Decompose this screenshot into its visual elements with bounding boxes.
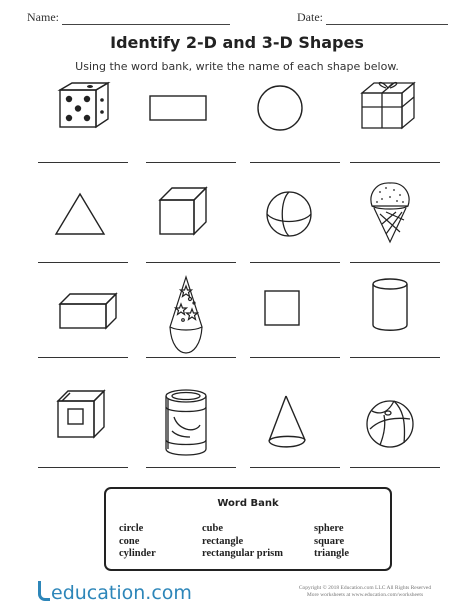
name-field[interactable] xyxy=(27,10,230,25)
cylinder-icon xyxy=(350,275,440,355)
square-icon xyxy=(250,275,340,355)
page-title: Identify 2-D and 3-D Shapes xyxy=(110,33,364,52)
more-worksheets-text: More worksheets at www.education.com/worksheets xyxy=(306,592,424,598)
answer-line[interactable] xyxy=(250,466,340,468)
date-field[interactable] xyxy=(297,10,448,25)
answer-line[interactable] xyxy=(350,261,440,263)
answer-line[interactable] xyxy=(350,466,440,468)
logo-mark-icon xyxy=(38,581,50,601)
instructions: Using the word bank, write the name of each shape below. xyxy=(75,60,399,73)
shape-cell xyxy=(350,80,440,172)
answer-line[interactable] xyxy=(250,261,340,263)
wizard-hat-icon xyxy=(146,275,236,355)
word-bank-title: Word Bank xyxy=(217,498,279,509)
shape-cell xyxy=(250,80,340,172)
answer-line[interactable] xyxy=(146,261,236,263)
word-bank-column-3 xyxy=(314,523,349,561)
answer-line[interactable] xyxy=(38,466,128,468)
word-bank-word: cone xyxy=(119,535,140,547)
word-bank-word: circle xyxy=(119,523,144,534)
logo-text: education.com xyxy=(51,582,192,604)
word-bank-word: cube xyxy=(202,523,223,534)
soup-can-icon xyxy=(146,385,236,465)
copyright-text: Copyright © 2018 Education.com LLC All Rights Reserved xyxy=(298,585,432,591)
cone-icon xyxy=(250,385,340,465)
beach-ball-icon xyxy=(350,385,440,465)
word-bank-word: cylinder xyxy=(119,548,156,559)
answer-line[interactable] xyxy=(38,261,128,263)
date-line[interactable] xyxy=(326,12,448,25)
answer-line[interactable] xyxy=(146,161,236,163)
shape-cell xyxy=(250,385,340,477)
word-bank-word: square xyxy=(314,535,345,547)
shape-cell xyxy=(146,385,236,477)
gift-box-icon xyxy=(350,80,440,160)
rectangular-prism-icon xyxy=(38,275,128,355)
answer-line[interactable] xyxy=(38,161,128,163)
rectangle-icon xyxy=(146,80,236,160)
shape-cell xyxy=(250,180,340,272)
education-logo xyxy=(38,581,192,604)
copyright-note xyxy=(290,585,440,599)
word-bank-word: triangle xyxy=(314,548,349,559)
shape-cell xyxy=(350,275,440,367)
word-bank xyxy=(104,487,392,571)
cube-icon xyxy=(146,180,236,260)
answer-line[interactable] xyxy=(146,356,236,358)
sphere-icon xyxy=(250,180,340,260)
name-label: Name: xyxy=(27,10,59,24)
box-icon xyxy=(38,385,128,465)
ice-cream-cone-icon xyxy=(350,180,440,260)
answer-line[interactable] xyxy=(250,356,340,358)
answer-line[interactable] xyxy=(250,161,340,163)
word-bank-column-2 xyxy=(202,523,283,561)
word-bank-word: rectangle xyxy=(202,535,244,547)
shape-cell xyxy=(38,275,128,367)
name-line[interactable] xyxy=(62,12,230,25)
shape-cell xyxy=(350,385,440,477)
answer-line[interactable] xyxy=(146,466,236,468)
answer-line[interactable] xyxy=(350,161,440,163)
date-label: Date: xyxy=(297,10,323,24)
shape-cell xyxy=(146,80,236,172)
triangle-icon xyxy=(38,180,128,260)
shape-cell xyxy=(38,385,128,477)
die-icon xyxy=(38,80,128,160)
word-bank-column-1 xyxy=(119,523,156,561)
word-bank-word: sphere xyxy=(314,523,344,534)
answer-line[interactable] xyxy=(38,356,128,358)
shape-cell xyxy=(38,80,128,172)
shape-cell xyxy=(350,180,440,272)
word-bank-word: rectangular prism xyxy=(202,548,283,559)
answer-line[interactable] xyxy=(350,356,440,358)
shape-cell xyxy=(250,275,340,367)
circle-icon xyxy=(250,80,340,160)
shape-cell xyxy=(146,275,236,367)
shape-cell xyxy=(146,180,236,272)
shape-cell xyxy=(38,180,128,272)
